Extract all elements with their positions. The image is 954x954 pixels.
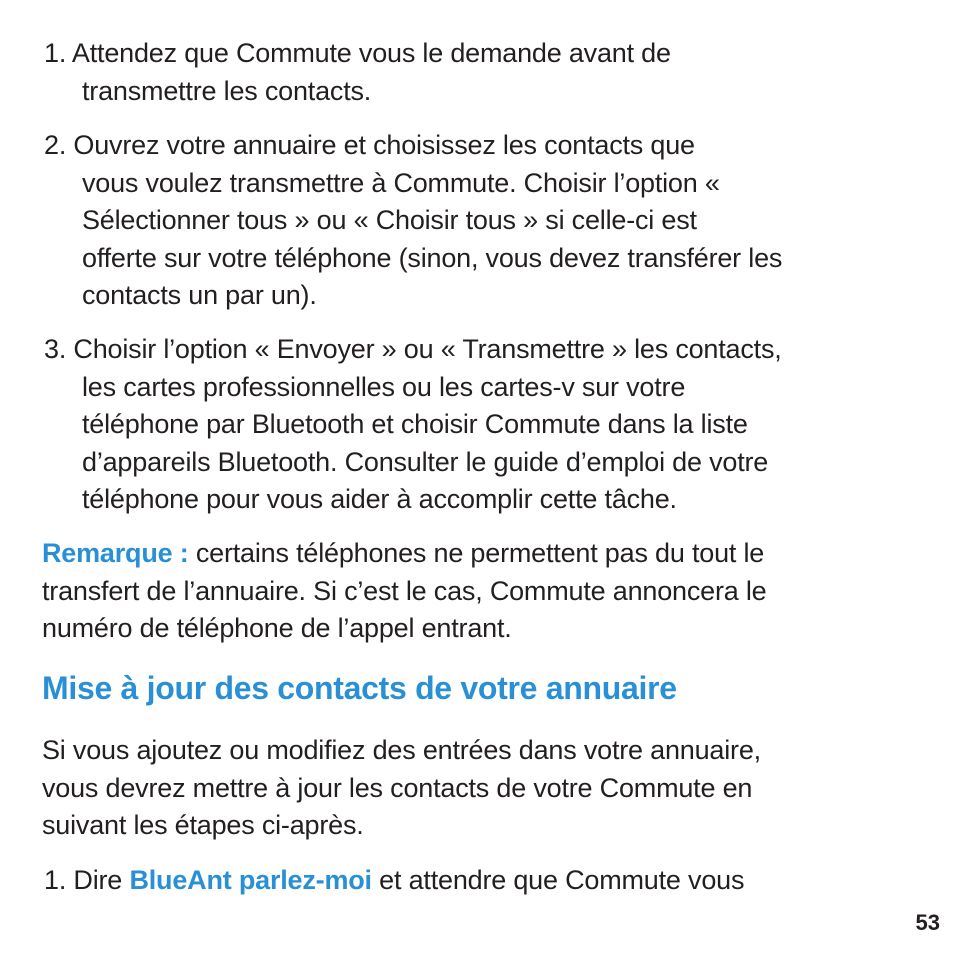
step-3-line-1: 3. Choisir l’option « Envoyer » ou « Transmettre » les contacts, — [44, 334, 782, 364]
step-3-line-3: téléphone par Bluetooth et choisir Commute dans la liste — [82, 409, 748, 439]
step-2-line-1: 2. Ouvrez votre annuaire et choisissez les contacts que — [44, 130, 695, 160]
section-intro — [42, 732, 761, 845]
step-2-line-4: offerte sur votre téléphone (sinon, vous devez transférer les — [82, 242, 783, 273]
step-2-line-2: vous voulez transmettre à Commute. Choisir l’option « — [82, 167, 720, 198]
step-3-line-4: d’appareils Bluetooth. Consulter le guide d’emploi de votre — [82, 446, 769, 477]
note-line-2: transfert de l’annuaire. Si c’est le cas, Commute annoncera le — [42, 575, 767, 606]
section-step-1-prefix: 1. Dire — [44, 865, 130, 895]
step-3-line-2: les cartes professionnelles ou les cartes-v sur votre — [82, 371, 686, 402]
step-1 — [44, 35, 671, 110]
intro-line-3: suivant les étapes ci-après. — [42, 810, 364, 840]
step-1-line-1: 1. Attendez que Commute vous le demande avant de — [44, 38, 671, 68]
step-3-line-5: téléphone pour vous aider à accomplir cette tâche. — [82, 484, 677, 514]
section-step-1 — [44, 862, 744, 900]
note-paragraph — [42, 535, 766, 648]
note-line-1-text: certains téléphones ne permettent pas du tout le — [188, 538, 765, 568]
intro-line-1: Si vous ajoutez ou modifiez des entrées dans votre annuaire, — [42, 735, 761, 765]
step-2-line-5: contacts un par un). — [82, 280, 317, 310]
step-3 — [44, 331, 782, 519]
step-2-line-3: Sélectionner tous » ou « Choisir tous » si celle-ci est — [82, 205, 697, 235]
voice-command: BlueAnt parlez-moi — [129, 865, 372, 895]
intro-line-2: vous devrez mettre à jour les contacts de votre Commute en — [42, 772, 753, 803]
note-line-3: numéro de téléphone de l’appel entrant. — [42, 613, 512, 643]
page-number: 53 — [915, 910, 940, 935]
note-line-1 — [42, 535, 766, 573]
step-1-line-2: transmettre les contacts. — [82, 75, 372, 106]
section-heading: Mise à jour des contacts de votre annuaire — [42, 670, 677, 706]
section-step-1-suffix: et attendre que Commute vous — [371, 865, 745, 895]
note-label: Remarque : — [42, 538, 189, 568]
step-2 — [44, 127, 782, 315]
